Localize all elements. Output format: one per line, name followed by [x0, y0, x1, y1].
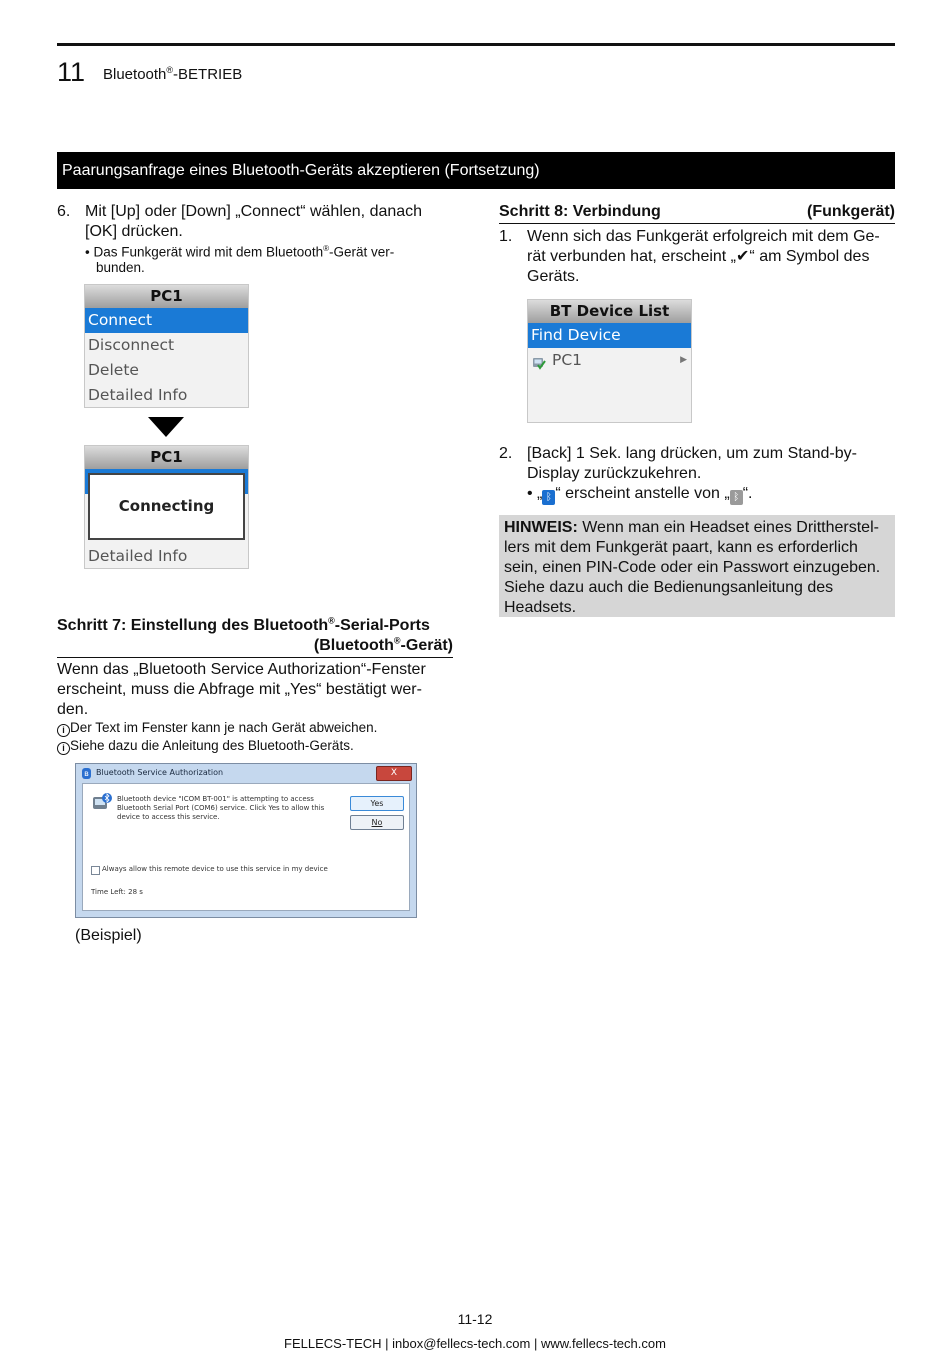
menu-item-detailed-info[interactable]: Detailed Info	[88, 386, 188, 404]
step7-subheading: (Bluetooth®-Gerät)	[57, 636, 453, 658]
dialog-message-line3: device to access this service.	[117, 813, 220, 821]
bluetooth-connected-icon: ᛒ	[542, 490, 555, 505]
step6-text-line1: Mit [Up] oder [Down] „Connect“ wählen, danach	[85, 203, 423, 220]
bluetooth-idle-icon: ᛒ	[730, 490, 743, 505]
step7-text-line2: erscheint, muss die Abfrage mit „Yes“ bestätigt wer-	[57, 681, 422, 698]
radio-menu-screen	[84, 284, 249, 408]
note-line3: sein, einen PIN-Code oder ein Passwort einzugeben.	[504, 559, 881, 576]
bt-list-title: BT Device List	[528, 300, 691, 323]
step8-heading: Schritt 8: Verbindung (Funkgerät)	[499, 202, 895, 224]
menu-title: PC1	[85, 285, 248, 308]
bluetooth-icon: ʙ	[82, 768, 91, 779]
bt-device-list-screen	[527, 299, 692, 423]
dialog-message-line1: Bluetooth device "ICOM BT-001" is attempting to access	[117, 795, 314, 803]
device-item-pc1[interactable]: PC1 ▶	[528, 348, 691, 373]
step7-text-line3: den.	[57, 701, 89, 718]
dialog-title: Bluetooth Service Authorization	[96, 768, 224, 777]
menu-item-detailed-info[interactable]: Detailed Info	[88, 547, 188, 565]
chapter-number: 11	[57, 57, 86, 87]
bluetooth-authorization-dialog	[75, 763, 417, 918]
chevron-right-icon: ▶	[680, 355, 687, 365]
footer-contact: FELLECS-TECH | inbox@fellecs-tech.com | www.fellecs-tech.com	[284, 1336, 666, 1351]
always-allow-checkbox[interactable]	[91, 866, 100, 875]
step6-bullet-line2: bunden.	[96, 260, 145, 275]
step6-bullet-line1: • Das Funkgerät wird mit dem Bluetooth®-Gerät ver-	[85, 244, 395, 260]
connected-device-icon	[532, 353, 546, 367]
step8-item2-number: 2.	[499, 445, 513, 462]
note-line1: HINWEIS: Wenn man ein Headset eines Drittherstel-	[504, 519, 879, 536]
header-rule	[57, 43, 895, 46]
step8-item2-line1: [Back] 1 Sek. lang drücken, um zum Stand-by-	[527, 445, 857, 462]
menu-title: PC1	[85, 446, 248, 469]
note-line1: i Der Text im Fenster kann je nach Gerät abweichen.	[57, 719, 377, 737]
arrow-down-icon	[148, 417, 184, 437]
yes-button[interactable]: Yes	[350, 796, 404, 811]
always-allow-label: Always allow this remote device to use this service in my device	[102, 865, 328, 873]
step7-text-line1: Wenn das „Bluetooth Service Authorization“-Fenster	[57, 661, 426, 678]
step8-item1-line1: Wenn sich das Funkgerät erfolgreich mit dem Ge-	[527, 228, 880, 245]
connecting-popup: Connecting	[88, 473, 245, 540]
time-left-label: Time Left: 28 s	[91, 888, 143, 896]
step8-item1-line2: rät verbunden hat, erscheint „✔“ am Symbol des	[527, 248, 870, 265]
note-box	[499, 515, 895, 617]
bluetooth-device-icon	[91, 791, 113, 813]
info-icon: i	[57, 724, 70, 737]
note-line2: lers mit dem Funkgerät paart, kann es erforderlich	[504, 539, 858, 556]
menu-item-connect[interactable]: Connect	[85, 308, 248, 333]
close-button[interactable]: X	[376, 766, 412, 781]
chapter-title: Bluetooth®-BETRIEB	[103, 65, 243, 83]
page-number: 11-12	[457, 1311, 493, 1327]
dialog-message-line2: Bluetooth Serial Port (COM6) service. Click Yes to allow this	[117, 804, 325, 812]
step6-number: 6.	[57, 203, 71, 220]
example-caption: (Beispiel)	[75, 927, 142, 944]
step7-heading: Schritt 7: Einstellung des Bluetooth®-Serial-Ports	[57, 615, 430, 634]
note-line2: i Siehe dazu die Anleitung des Bluetooth-Geräts.	[57, 737, 354, 755]
menu-item-delete[interactable]: Delete	[88, 361, 139, 379]
menu-item-disconnect[interactable]: Disconnect	[88, 336, 175, 354]
step8-item2-line2: Display zurückzukehren.	[527, 465, 702, 482]
step8-item1-line3: Geräts.	[527, 268, 580, 285]
no-button[interactable]: No	[350, 815, 404, 830]
note-line5: Headsets.	[504, 599, 577, 616]
step8-item2-bullet: • „ ᛒ “ erscheint anstelle von „ ᛒ “.	[527, 485, 753, 503]
info-icon: i	[57, 742, 70, 755]
section-banner: Paarungsanfrage eines Bluetooth-Geräts akzeptieren (Fortsetzung)	[57, 152, 895, 189]
step6-text-line2: [OK] drücken.	[85, 223, 183, 240]
find-device-item[interactable]: Find Device	[528, 323, 691, 348]
step8-item1-number: 1.	[499, 228, 513, 245]
note-line4: Siehe dazu auch die Bedienungsanleitung des	[504, 579, 834, 596]
dialog-body	[82, 783, 410, 911]
